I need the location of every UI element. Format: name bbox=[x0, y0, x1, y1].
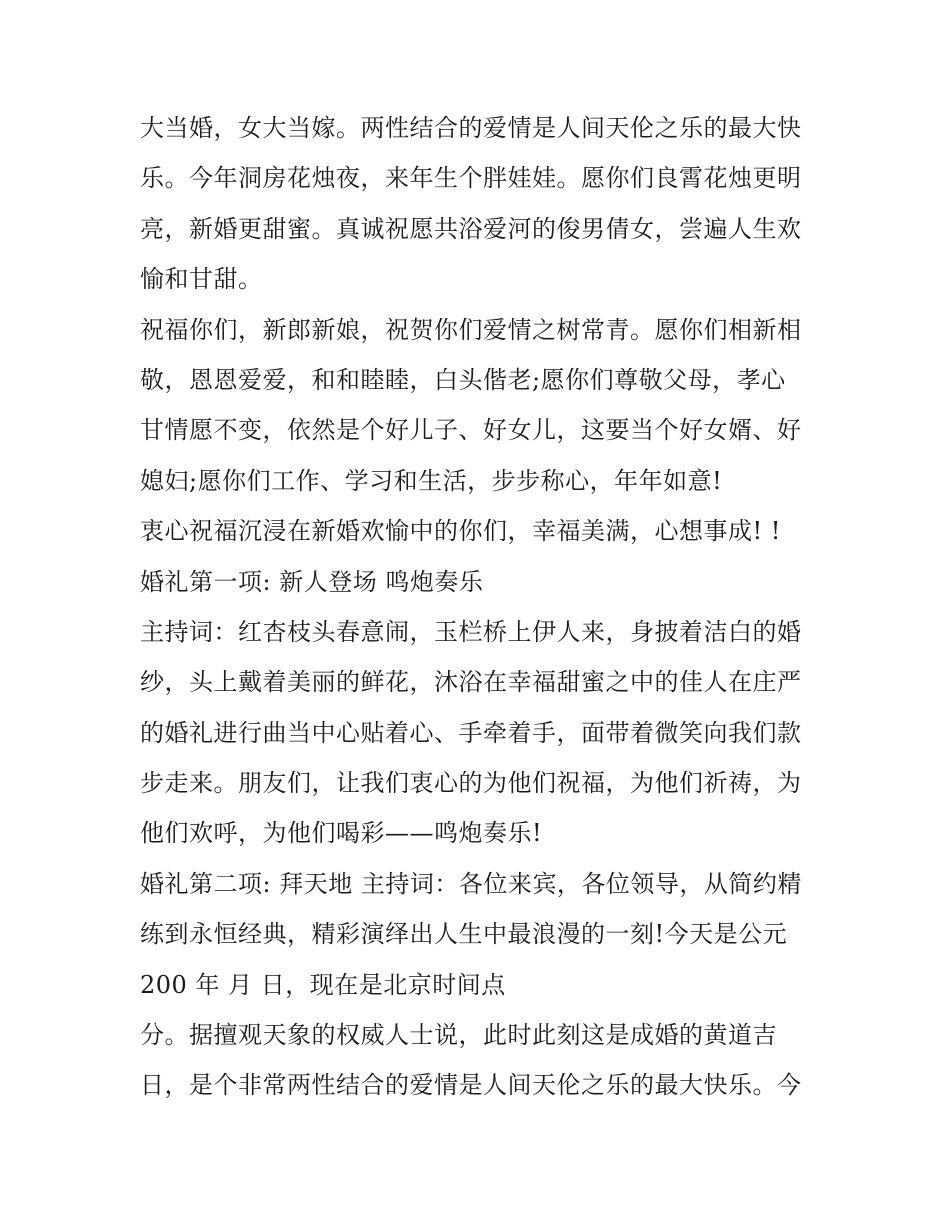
text-line: 纱，头上戴着美丽的鲜花，沐浴在幸福甜蜜之中的佳人在庄严 bbox=[140, 668, 802, 697]
document-body-text bbox=[140, 103, 820, 1111]
text-line: 祝福你们，新郎新娘，祝贺你们爱情之树常青。愿你们相新相 bbox=[140, 315, 802, 344]
text-line: 步走来。朋友们，让我们衷心的为他们祝福，为他们祈祷，为 bbox=[140, 769, 802, 798]
text-line: 200 年 月 日，现在是北京时间点 bbox=[140, 970, 506, 999]
text-line: 亮，新婚更甜蜜。真诚祝愿共浴爱河的俊男倩女，尝遍人生欢 bbox=[140, 214, 802, 243]
text-line: 的婚礼进行曲当中心贴着心、手牵着手，面带着微笑向我们款 bbox=[140, 718, 802, 747]
text-line: 练到永恒经典，精彩演绎出人生中最浪漫的一刻!今天是公元 bbox=[140, 920, 788, 949]
text-line: 分。据擅观天象的权威人士说，此时此刻这是成婚的黄道吉 bbox=[140, 1021, 777, 1050]
text-line: 甘情愿不变，依然是个好儿子、好女儿，这要当个好女婿、好 bbox=[140, 416, 802, 445]
text-line: 乐。今年洞房花烛夜，来年生个胖娃娃。愿你们良霄花烛更明 bbox=[140, 164, 802, 193]
section-heading-line: 婚礼第二项: 拜天地 主持词：各位来宾，各位领导，从简约精 bbox=[140, 869, 802, 898]
section-heading-line: 婚礼第一项: 新人登场 鸣炮奏乐 bbox=[140, 567, 484, 596]
text-line: 衷心祝福沉浸在新婚欢愉中的你们，幸福美满，心想事成! ! bbox=[140, 517, 781, 546]
text-line: 愉和甘甜。 bbox=[140, 265, 263, 294]
text-line: 主持词：红杏枝头春意闹，玉栏桥上伊人来，身披着洁白的婚 bbox=[140, 617, 802, 646]
text-line: 媳妇;愿你们工作、学习和生活，步步称心，年年如意! bbox=[140, 466, 723, 495]
text-line: 敬，恩恩爱爱，和和睦睦，白头偕老;愿你们尊敬父母，孝心 bbox=[140, 365, 786, 394]
text-line: 日，是个非常两性结合的爱情是人间天伦之乐的最大快乐。今 bbox=[140, 1071, 802, 1100]
text-line: 大当婚，女大当嫁。两性结合的爱情是人间天伦之乐的最大快 bbox=[140, 114, 802, 142]
text-line: 他们欢呼，为他们喝彩——鸣炮奏乐! bbox=[140, 819, 543, 848]
